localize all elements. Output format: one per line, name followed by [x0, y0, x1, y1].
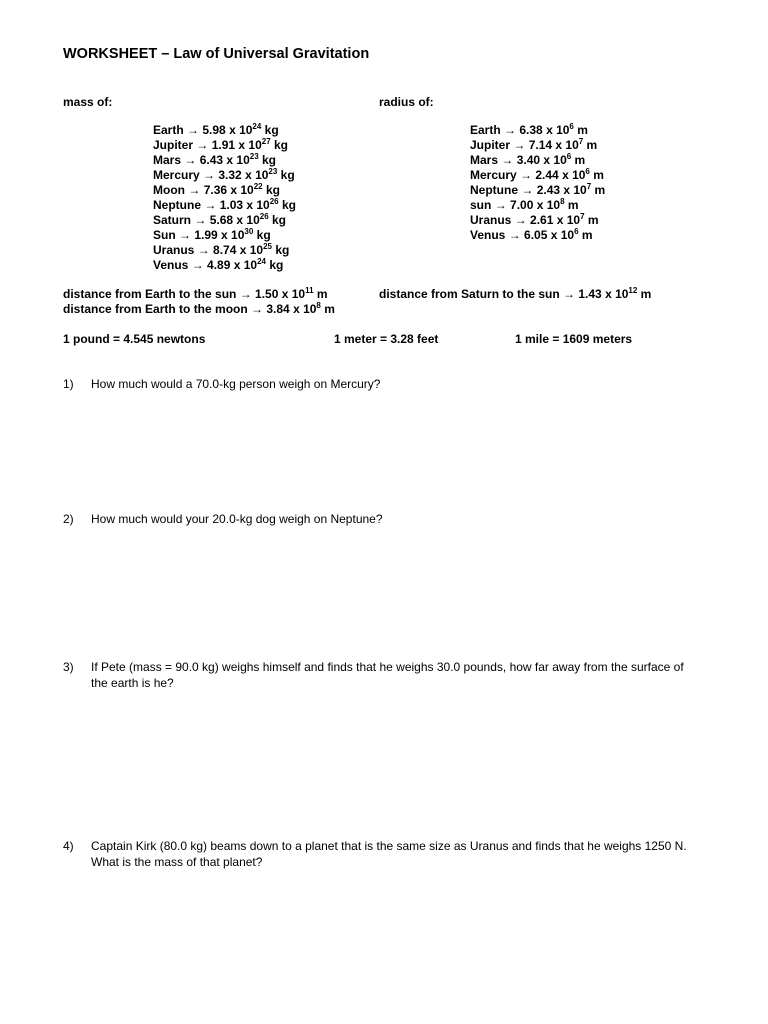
- mass-item-earth: Earth → 5.98 x $10^{24}$ kg: [153, 122, 279, 137]
- arrow-icon: →: [191, 258, 204, 272]
- arrow-icon: →: [521, 183, 534, 197]
- arrow-icon: →: [187, 123, 200, 137]
- radius-header: radius of:: [379, 95, 434, 109]
- arrow-icon: →: [194, 213, 207, 227]
- arrow-icon: →: [508, 228, 521, 242]
- arrow-icon: →: [188, 183, 201, 197]
- arrow-icon: →: [501, 153, 514, 167]
- mass-header: mass of:: [63, 95, 113, 109]
- mass-item-saturn: Saturn → 5.68 x $10^{26}$ kg: [153, 212, 287, 227]
- arrow-icon: →: [196, 138, 209, 152]
- conversion-mile: 1 mile = 1609 meters: [515, 332, 633, 346]
- arrow-icon: →: [184, 153, 197, 167]
- arrow-icon: →: [504, 123, 517, 137]
- arrow-icon: →: [197, 243, 210, 257]
- mass-item-neptune: Neptune → 1.03 x $10^{26}$ kg: [153, 197, 296, 212]
- question-number: 2): [63, 512, 74, 526]
- mass-item-sun: Sun → 1.99 x $10^{30}$ kg: [153, 227, 271, 242]
- distance-earth-sun: distance from Earth to the sun → 1.50 x $10^{11}$ m: [63, 286, 328, 301]
- question-text: If Pete (mass = 90.0 kg) weighs himself and finds that he weighs 30.0 pounds, how far away from the surface of the earth is he?: [91, 660, 684, 690]
- radius-item-mars: Mars → 3.40 x $10^6$ m: [470, 152, 586, 167]
- radius-item-venus: Venus → 6.05 x $10^6$ m: [470, 227, 593, 242]
- worksheet-title: WORKSHEET – Law of Universal Gravitation: [63, 46, 370, 62]
- question-text: How much would a 70.0-kg person weigh on Mercury?: [91, 377, 381, 391]
- question-number: 3): [63, 660, 74, 674]
- question-text: How much would your 20.0-kg dog weigh on Neptune?: [91, 512, 383, 526]
- question-number: 1): [63, 377, 74, 391]
- conversion-pound: 1 pound = 4.545 newtons: [63, 332, 206, 346]
- question-number: 4): [63, 839, 74, 853]
- distance-saturn-sun: distance from Saturn to the sun → 1.43 x $10^{12}$ m: [379, 286, 652, 301]
- mass-item-venus: Venus → 4.89 x $10^{24}$ kg: [153, 257, 284, 272]
- radius-item-mercury: Mercury → 2.44 x $10^6$ m: [470, 167, 604, 182]
- conversion-meter: 1 meter = 3.28 feet: [334, 332, 439, 346]
- question-4: [63, 838, 723, 874]
- mass-item-mars: Mars → 6.43 x $10^{23}$ kg: [153, 152, 277, 167]
- arrow-icon: →: [520, 168, 533, 182]
- arrow-icon: →: [513, 138, 526, 152]
- arrow-icon: →: [204, 198, 217, 212]
- radius-list: [470, 123, 605, 243]
- arrow-icon: →: [179, 228, 192, 242]
- question-text: Captain Kirk (80.0 kg) beams down to a planet that is the same size as Uranus and finds that he weighs 1250 N. What is the mass of that planet?: [91, 839, 687, 869]
- radius-item-uranus: Uranus → 2.61 x $10^7$ m: [470, 212, 599, 227]
- arrow-icon: →: [239, 287, 252, 301]
- question-3: [63, 659, 723, 695]
- radius-item-earth: Earth → 6.38 x $10^6$ m: [470, 122, 588, 137]
- question-2: [63, 511, 723, 531]
- mass-item-mercury: Mercury → 3.32 x $10^{23}$ kg: [153, 167, 295, 182]
- mass-item-jupiter: Jupiter → 1.91 x $10^{27}$ kg: [153, 137, 289, 152]
- arrow-icon: →: [251, 302, 264, 316]
- radius-item-neptune: Neptune → 2.43 x $10^7$ m: [470, 182, 606, 197]
- arrow-icon: →: [563, 287, 576, 301]
- mass-item-uranus: Uranus → 8.74 x $10^{25}$ kg: [153, 242, 290, 257]
- radius-item-sun: sun → 7.00 x $10^8$ m: [470, 197, 579, 212]
- mass-list: [153, 123, 296, 273]
- arrow-icon: →: [494, 198, 507, 212]
- mass-item-moon: Moon → 7.36 x $10^{22}$ kg: [153, 182, 280, 197]
- question-1: [63, 376, 723, 396]
- radius-item-jupiter: Jupiter → 7.14 x $10^7$ m: [470, 137, 598, 152]
- arrow-icon: →: [514, 213, 527, 227]
- arrow-icon: →: [203, 168, 216, 182]
- distance-earth-moon: distance from Earth to the moon → 3.84 x $10^8$ m: [63, 301, 335, 316]
